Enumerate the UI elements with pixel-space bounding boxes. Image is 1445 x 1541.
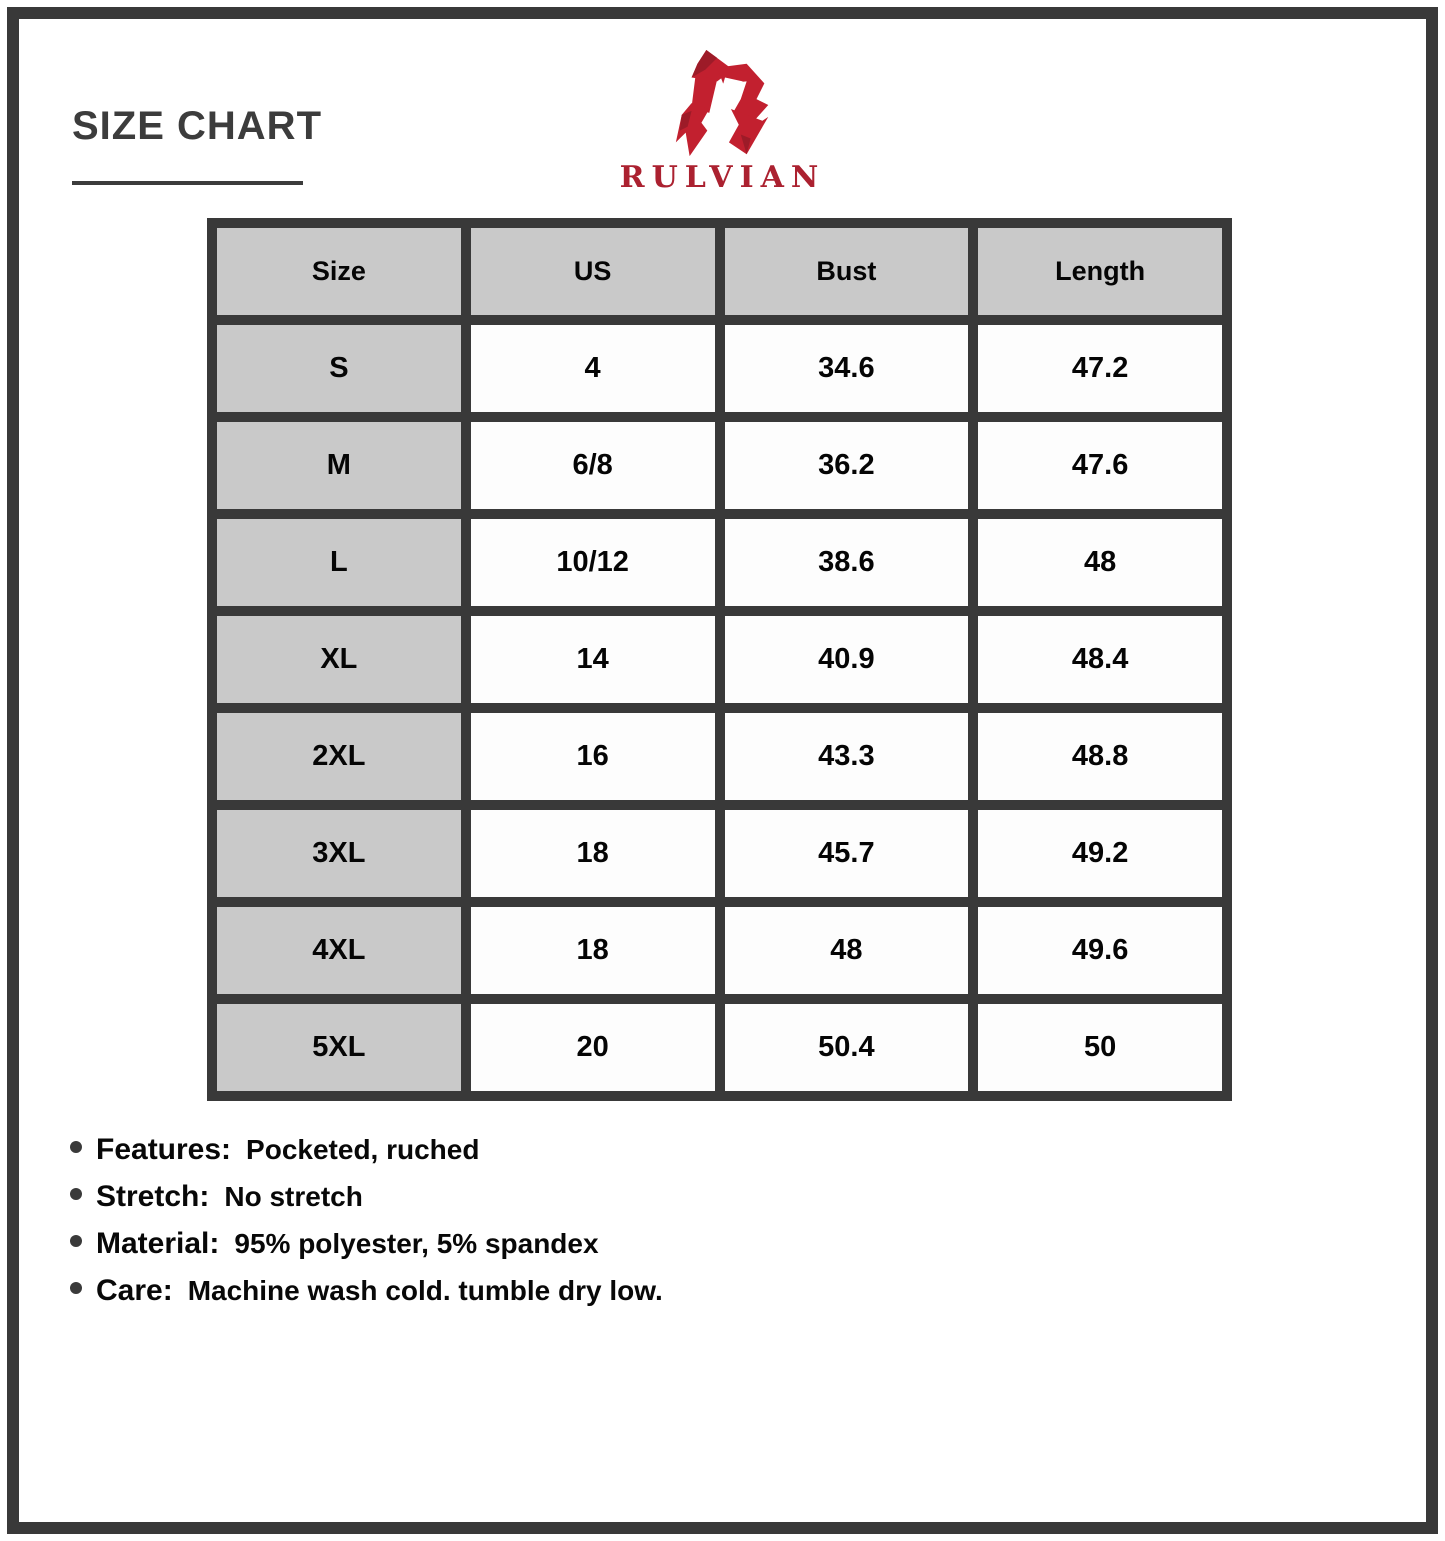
detail-value: Machine wash cold. tumble dry low. xyxy=(187,1275,663,1306)
detail-value: Pocketed, ruched xyxy=(246,1134,480,1165)
length-cell: 48 xyxy=(978,519,1222,606)
table-row xyxy=(217,616,1222,703)
table-header-row xyxy=(217,228,1222,315)
bullet-dot-icon xyxy=(70,1235,82,1247)
bullet-dot-icon xyxy=(70,1188,82,1200)
bullet-dot-icon xyxy=(70,1141,82,1153)
table-row xyxy=(217,325,1222,412)
brand-wordmark: RULVIAN xyxy=(619,160,826,195)
product-details-list xyxy=(70,1133,663,1321)
detail-value: 95% polyester, 5% spandex xyxy=(234,1228,599,1259)
length-cell: 47.2 xyxy=(978,325,1222,412)
bust-cell: 48 xyxy=(725,907,969,994)
us-cell: 18 xyxy=(471,907,715,994)
column-header-size: Size xyxy=(217,228,461,315)
us-cell: 10/12 xyxy=(471,519,715,606)
table-row xyxy=(217,422,1222,509)
size-cell: XL xyxy=(217,616,461,703)
bust-cell: 34.6 xyxy=(725,325,969,412)
us-cell: 18 xyxy=(471,810,715,897)
size-cell: 3XL xyxy=(217,810,461,897)
column-header-length: Length xyxy=(978,228,1222,315)
table-row xyxy=(217,519,1222,606)
length-cell: 47.6 xyxy=(978,422,1222,509)
bust-cell: 43.3 xyxy=(725,713,969,800)
column-header-bust: Bust xyxy=(725,228,969,315)
detail-label: Care: xyxy=(96,1274,173,1307)
column-header-us: US xyxy=(471,228,715,315)
brand-logo-icon xyxy=(652,48,800,166)
list-item xyxy=(70,1180,663,1214)
table-row xyxy=(217,907,1222,994)
bust-cell: 50.4 xyxy=(725,1004,969,1091)
length-cell: 49.2 xyxy=(978,810,1222,897)
table-row xyxy=(217,1004,1222,1091)
bust-cell: 40.9 xyxy=(725,616,969,703)
size-cell: M xyxy=(217,422,461,509)
us-cell: 20 xyxy=(471,1004,715,1091)
detail-value: No stretch xyxy=(224,1181,363,1212)
us-cell: 16 xyxy=(471,713,715,800)
size-table xyxy=(207,218,1232,1101)
length-cell: 48.8 xyxy=(978,713,1222,800)
list-item xyxy=(70,1274,663,1308)
length-cell: 50 xyxy=(978,1004,1222,1091)
list-item xyxy=(70,1133,663,1167)
us-cell: 14 xyxy=(471,616,715,703)
bullet-dot-icon xyxy=(70,1282,82,1294)
bust-cell: 45.7 xyxy=(725,810,969,897)
bust-cell: 36.2 xyxy=(725,422,969,509)
page-title: SIZE CHART xyxy=(72,104,322,148)
table-row xyxy=(217,713,1222,800)
table-row xyxy=(217,810,1222,897)
detail-label: Stretch: xyxy=(96,1180,210,1213)
us-cell: 4 xyxy=(471,325,715,412)
size-cell: L xyxy=(217,519,461,606)
length-cell: 49.6 xyxy=(978,907,1222,994)
size-cell: 2XL xyxy=(217,713,461,800)
detail-label: Features: xyxy=(96,1133,232,1166)
size-cell: 5XL xyxy=(217,1004,461,1091)
length-cell: 48.4 xyxy=(978,616,1222,703)
us-cell: 6/8 xyxy=(471,422,715,509)
size-cell: S xyxy=(217,325,461,412)
list-item xyxy=(70,1227,663,1261)
size-cell: 4XL xyxy=(217,907,461,994)
title-underline xyxy=(72,181,303,185)
bust-cell: 38.6 xyxy=(725,519,969,606)
detail-label: Material: xyxy=(96,1227,220,1260)
